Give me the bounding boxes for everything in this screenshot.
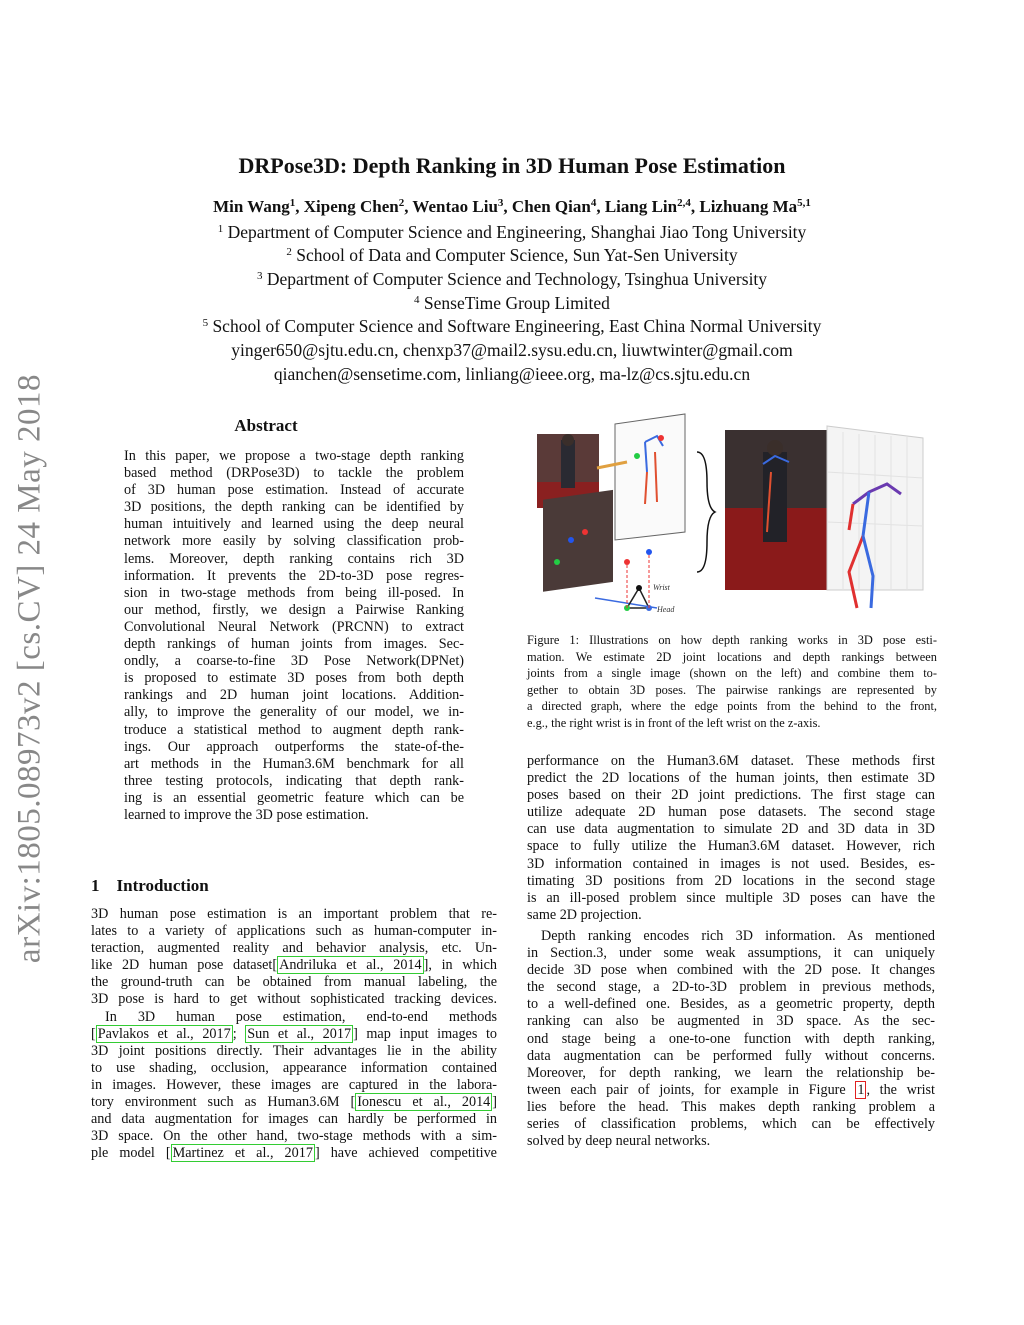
text-line: decide 3D pose when combined with the 2D pose. It changes [527, 962, 935, 979]
right-column-body [527, 753, 935, 1150]
caption-line: mation. We estimate 2D joint locations and depth rankings between [527, 649, 937, 664]
abstract-line: of 3D human pose estimation. Instead of accurate [124, 482, 464, 499]
abstract-line: ings. Our approach outperforms the state-of-the- [124, 738, 464, 755]
figure-1-illustration [527, 412, 937, 628]
text-line: the second stage, a 2D-to-3D problem in previous methods, [527, 979, 935, 996]
text-line: performance on the Human3.6M dataset. These methods first [527, 753, 935, 769]
abstract-body [124, 448, 464, 824]
combine-brace [697, 452, 715, 572]
email-line-1: yinger650@sjtu.edu.cn, chenxp37@mail2.sysu.edu.cn, liuwtwinter@gmail.com [231, 340, 793, 360]
author-name: Min Wang$^1$ [213, 197, 296, 216]
abstract-line: is proposed to estimate 3D poses from both depth [124, 670, 464, 687]
affiliation-3: $^3$ Department of Computer Science and Technology, Tsinghua University [256, 269, 768, 289]
text-line: to a well-defined one. Besides, as a geometric property, depth [527, 996, 935, 1013]
text-line: data augmentation can be performed fully without concerns. [527, 1047, 935, 1064]
text-line: lies before the head. This makes depth ranking problem a [527, 1098, 935, 1115]
text-line: 3D joint positions directly. Their advantages lie in the ability [91, 1042, 497, 1059]
text-line: ranking can also be augmented in 3D space. As the sec- [527, 1013, 935, 1030]
text-line: in Section.3, under some weak assumptions, it can uniquely [527, 945, 935, 962]
author-list: Min Wang$^1$, Xipeng Chen$^2$, Wentao Liu$^3$, Chen Qian$^4$, Liang Lin$^{2,4}$, Lizhuang Ma$^{5,1}$ [213, 197, 811, 216]
text-line: 3D information contained in images is not used. Besides, es- [527, 855, 935, 872]
abstract-line: 3D positions, the depth ranking can be identified by [124, 499, 464, 516]
abstract-line: our method, firstly, we design a Pairwise Ranking [124, 601, 464, 618]
text-line: [ Pavlakos et al., 2017 ; Sun et al., 2017 ] map input images to [91, 1025, 497, 1042]
author-name: Lizhuang Ma$^{5,1}$ [699, 197, 811, 216]
abstract-line: depth rankings of human joints from images. Sec- [124, 636, 464, 653]
abstract-line: ing is an essential geometric feature which can be [124, 789, 464, 806]
caption-line: joints from a single image (shown on the left) and combine them to- [527, 666, 937, 681]
author-name: Liang Lin$^{2,4}$ [604, 197, 691, 216]
abstract-line: information. It prevents the 2D-to-3D pose regres- [124, 567, 464, 584]
text-line: teraction, augmented reality and behavior analysis, etc. Un- [91, 940, 497, 957]
abstract-line: learned to improve the 3D pose estimation. [124, 806, 369, 823]
abstract-line: lems. Moreover, depth ranking contains rich 3D [124, 550, 464, 567]
abstract-line: art methods in the Human3.6M benchmark for all [124, 755, 464, 772]
text-line: space to fully utilize the Human3.6M dataset. However, rich [527, 838, 935, 855]
citation-link[interactable]: Andriluka et al., 2014 [279, 957, 422, 974]
text-line: to use shading, occlusion, appearance information contained [91, 1059, 497, 1076]
abstract-heading: Abstract [234, 416, 298, 435]
text-line: like 2D human pose dataset[ Andriluka et al., 2014 ], in which [91, 957, 497, 974]
text-line: solved by deep neural networks. [527, 1133, 711, 1150]
abstract-line: network more easily by solving classification prob- [124, 533, 464, 550]
text-line: in images. However, these images are captured in the labora- [91, 1076, 497, 1093]
text-line: and data augmentation for images can hardly be performed in [91, 1111, 497, 1128]
email-line-2: qianchen@sensetime.com, linliang@ieee.org, ma-lz@cs.sjtu.edu.cn [273, 364, 751, 384]
text-line: lates to a variety of applications such as human-computer in- [91, 923, 497, 940]
text-line: 3D pose is hard to get without sophisticated tracking devices. [91, 991, 497, 1008]
affiliation-1: $^1$ Department of Computer Science and Engineering, Shanghai Jiao Tong University [217, 222, 807, 242]
caption-line: gether to obtain 3D poses. The pairwise rankings are represented by [527, 682, 937, 697]
affiliation-2: $^2$ School of Data and Computer Science, Sun Yat-Sen University [286, 245, 738, 265]
text-line: tween each pair of joints, for example in Figure 1 , the wrist [527, 1081, 935, 1098]
text-line: Depth ranking encodes rich 3D information. As mentioned [541, 927, 935, 944]
citation-link[interactable]: Sun et al., 2017 [247, 1025, 352, 1042]
abstract-line: sion in two-stage methods from being ill-posed. In [124, 584, 464, 601]
citation-link[interactable]: Ionescu et al., 2014 [357, 1094, 491, 1111]
citation-link[interactable]: Martinez et al., 2017 [172, 1145, 313, 1162]
figure-1-caption [527, 632, 937, 732]
text-line: ple model [ Martinez et al., 2017 ] have achieved competitive [91, 1145, 497, 1162]
text-line: 3D space. On the other hand, two-stage methods with a sim- [91, 1128, 497, 1145]
affiliation-5: $^5$ School of Computer Science and Software Engineering, East China Normal University [202, 316, 822, 336]
wrist-label: Wrist [653, 583, 670, 592]
abstract-line: Convolutional Neural Network (PRCNN) to extract [124, 618, 464, 635]
abstract-line: ally, to improve the generality of our model, we in- [124, 704, 464, 721]
text-line: In 3D human pose estimation, end-to-end methods [105, 1008, 497, 1025]
text-line: Moreover, for depth ranking, we learn the relationship be- [527, 1064, 935, 1081]
figure-reference-link[interactable]: 1 [857, 1081, 865, 1098]
introduction-body [91, 906, 497, 1162]
paper-title: DRPose3D: Depth Ranking in 3D Human Pose Estimation [238, 153, 786, 178]
author-name: Chen Qian$^4$ [511, 197, 597, 216]
abstract-line: ondly, a coarse-to-fine 3D Pose Network(DPNet) [124, 653, 464, 670]
affiliation-4: $^4$ SenseTime Group Limited [414, 293, 610, 313]
caption-line: e.g., the right wrist is in front of the left wrist on the z-axis. [527, 715, 821, 730]
text-line: can use data augmentation to simulate 2D and 3D data in 3D [527, 821, 935, 838]
pose-2d-plane [615, 414, 685, 540]
text-line: utilize adequate 2D human pose datasets. The second stage [527, 804, 935, 821]
text-line: predict the 2D locations of the human joints, then estimate 3D [527, 770, 935, 787]
abstract-line: rankings and 2D human joint locations. Addition- [124, 687, 464, 704]
text-line: the ground-truth can be obtained from manual labeling, the [91, 974, 497, 991]
input-photo-bottom [543, 490, 613, 592]
abstract-line: three testing protocols, indicating that depth rank- [124, 772, 464, 789]
abstract-line: human intuitively and learned using the deep neural [124, 516, 464, 533]
head-label: Head [657, 605, 675, 614]
author-name: Wentao Liu$^3$ [412, 197, 504, 216]
text-line: poses based on their 2D joint predictions. The first stage can [527, 787, 935, 804]
text-line: 3D human pose estimation is an important problem that re- [91, 906, 497, 922]
text-line: tory environment such as Human3.6M [ Ionescu et al., 2014 ] [91, 1094, 497, 1111]
caption-line: a directed graph, where the edge points from the behind to the front, [527, 699, 937, 714]
citation-link[interactable]: Pavlakos et al., 2017 [97, 1025, 231, 1042]
section-heading-introduction: 1 Introduction [91, 876, 209, 895]
text-line: same 2D projection. [527, 906, 642, 923]
arxiv-identifier: arXiv:1805.08973v2 [cs.CV] 24 May 2018 [11, 373, 48, 964]
abstract-line: troduce a statistical method to augment depth rank- [124, 721, 464, 738]
text-line: is an ill-posed problem since multiple 3D poses can have the [527, 889, 935, 906]
abstract-line: In this paper, we propose a two-stage depth ranking [124, 448, 464, 464]
text-line: series of classification problems, which can be effectively [527, 1115, 935, 1132]
abstract-line: based method (DRPose3D) to tackle the problem [124, 465, 464, 482]
text-line: ond stage being a one-to-one function with depth ranking, [527, 1030, 935, 1047]
text-line: timating 3D positions from 2D locations in the second stage [527, 872, 935, 889]
author-name: Xipeng Chen$^2$ [303, 197, 405, 216]
caption-line: Figure 1: Illustrations on how depth ranking works in 3D pose esti- [527, 633, 937, 647]
